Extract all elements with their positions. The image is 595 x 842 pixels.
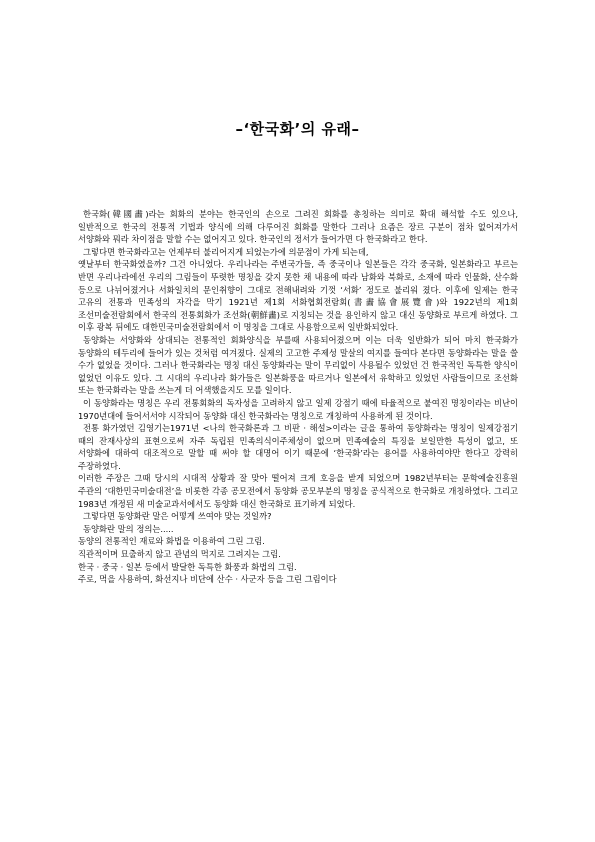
definition-item: 직관적이며 묘출하지 않고 관념의 먹지로 그려지는 그림. [78,549,281,560]
paragraph-history: 옛날부터 한국화였을까? 그건 아니었다. 우리나라는 주변국가들, 즉 중국이나 일본들은 각각 중국화, 일본화라고 부르는 반면 우리나라에선 우리의 그림들이 뚜렷한 명칭을 갖지 못한 채 내용에 따라 남화와 북화로, 소재에 따라 인물화, 산수화 등으로 나뉘어졌거나 서화일치의 문인취향이 그대로 전해내려와 기껏 ‘서화’ 정도로 불리워 졌다. 이후에 일제는 한국 고유의 전통과 민족성의 자각을 막기 1921년 제1회 서화협회전람회(書畵協會展覽會)와 1922년의 제1회 조선미술전람회에서 한국의 전통회화가 조선화(朝鮮畵)로 지칭되는 것을 용인하지 않고 대신 동양화로 부르게 하였다. 그 이후 광복 뒤에도 대한민국미술전람회에서 이 명칭을 그대로 사용함으로써 일반화되었다. [78,259,518,333]
definition-item: 한국 · 중국 · 일본 등에서 발달한 독특한 화풍과 화법의 그림. [78,561,297,572]
definition-item: 주로, 먹을 사용하여, 화선지나 비단에 산수 · 사군자 등을 그린 그림이다 [78,574,337,585]
paragraph-usage-question: 그렇다면 동양화란 말은 어떻게 쓰여야 맞는 것일까? [82,511,272,522]
definition-heading: 동양화란 말의 정의는..... [82,523,174,534]
paragraph-renaming: 이 동양화라는 명칭은 우리 전통회화의 독자성을 고려하지 않고 일제 강점기 때에 타율적으로 붙여진 명칭이라는 비난이 1970년대에 들어서서야 시작되어 동양화 대신 한국화라는 명칭으로 개칭하여 사용하게 된 것이다. [78,397,518,421]
definition-list [78,535,518,585]
document-title: –‘한국화’의 유래– [235,120,360,138]
paragraph-dongyanghwa: 동양화는 서양화와 상대되는 전통적인 회화양식을 부를때 사용되어졌으며 이는 더욱 일반화가 되어 마치 한국화가 동양화의 테두리에 들어가 있는 것처럼 여겨졌다. 실제의 고고한 주제성 말살의 여지를 들여다 본다면 동양화라는 말을 쓸 수가 없었을 것이다. 그러나 한국화라는 명칭 대신 동양화라는 말이 무리없이 사용될수 있었던 건 한국적인 독특한 양식이 없었던 이유도 있다. 그 시대의 우리나라 화가들은 일본화풍을 따르거나 일본에서 유학하고 있었던 사람들이므로 조선화 또는 한국화라는 말을 쓰는게 더 어색했을지도 모를 일이다. [78,334,518,396]
paragraph-adoption: 이러한 주장은 그때 당시의 시대적 상황과 잘 맞아 떨어져 크게 호응을 받게 되었으며 1982년부터는 문학예술진흥원 주관의 ‘대한민국미술대전’을 비롯한 각종 공모전에서 동양화 공모부분의 명칭을 공식적으로 한국화로 개칭하였다. 그리고 1983년 개정된 새 미술교과서에서도 동양화 대신 한국화로 표기하게 되었다. [78,473,518,509]
paragraph-kim-younggi: 전통 화가였던 김영기는1971년 <나의 한국화론과 그 비판 · 해설>이라는 글을 통하여 동양화라는 명칭이 일제강점기 때의 잔재사상의 표현으로써 자주 독립된 민족의식이주체성이 없으며 민족예술의 특징을 보일만한 특성이 없고, 또 서양화에 대하여 대조적으로 말할 때 써야 할 대명어 이기 때문에 ‘한국화’라는 용어를 사용하여야만 한다고 강력히 주장하였다. [78,423,518,471]
paragraph-question: 그렇다면 한국화라고는 언제부터 불리어지게 되었는가에 의문점이 가게 되는데, [82,246,369,257]
definition-item: 동양의 전통적인 재료와 화법을 이용하여 그린 그림. [78,536,265,547]
document-body [78,208,518,586]
paragraph-intro: 한국화(韓國畵)라는 회화의 분야는 한국인의 손으로 그려진 회화를 총칭하는 의미로 확대 해석할 수도 있으나, 일반적으로 한국의 전통적 기법과 양식에 의해 다루어진 회화를 말한다 그러나 요즘은 장르 구분이 점차 없어져가서 서양화와 뭐라 차이점을 말할 수는 없어지고 있다. 한국인의 정서가 들어가면 다 한국화라고 한다. [78,209,518,245]
